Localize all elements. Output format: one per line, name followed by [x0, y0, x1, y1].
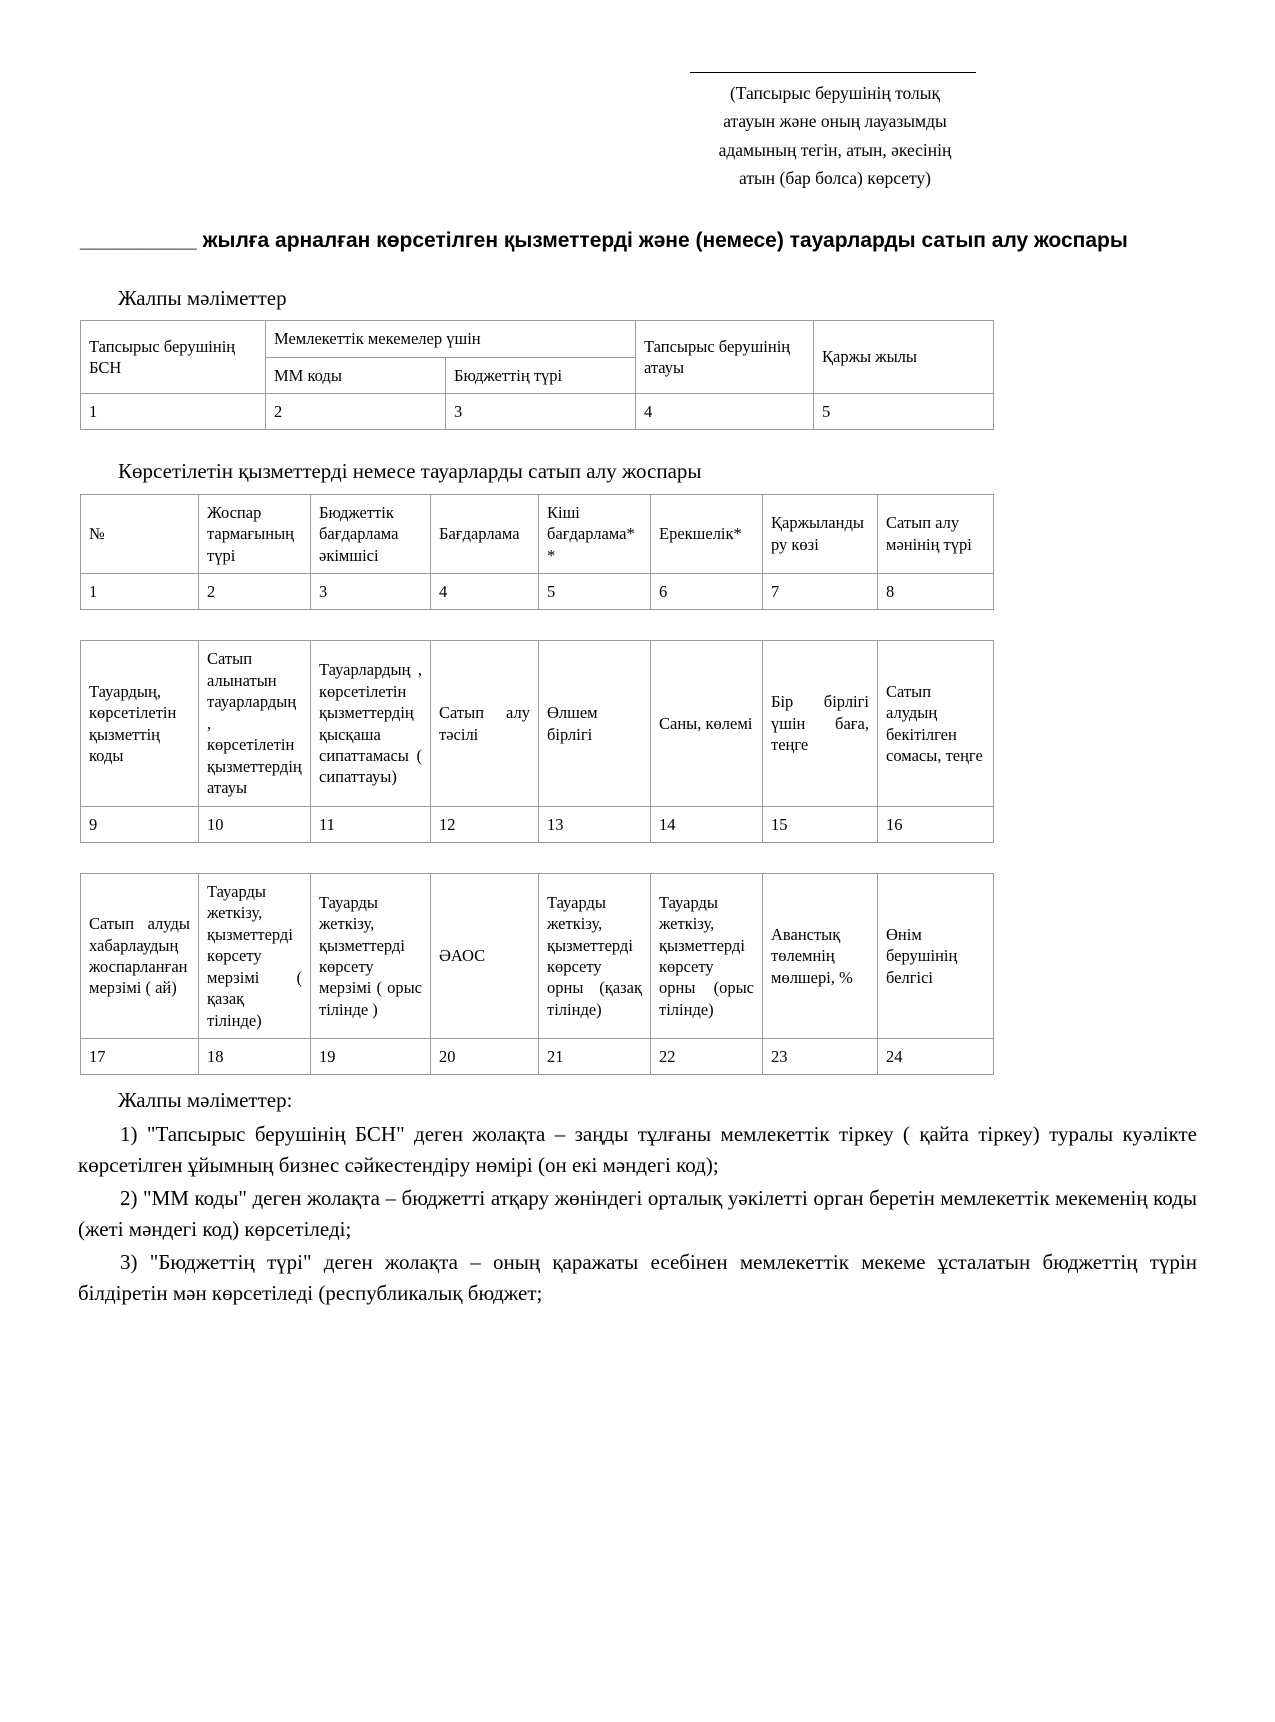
cell-header-for-state-institutions: Мемлекеттік мекемелер үшін: [266, 321, 636, 357]
cell-num-5: 5: [539, 574, 651, 610]
cell-num-2: 2: [199, 574, 311, 610]
cell-num-13: 13: [539, 806, 651, 842]
cell-header-supplier-mark: Өнім берушінің белгісі: [878, 873, 994, 1038]
header-caption-block: [690, 72, 980, 192]
cell-header-announcement-planned-period: Сатып алуды хабарлаудың жоспарланған мерзімі ( ай): [81, 873, 199, 1038]
cell-num-7: 7: [763, 574, 878, 610]
cell-header-customer-name: Тапсырыс берушінің атауы: [636, 321, 814, 394]
cell-num-11: 11: [311, 806, 431, 842]
cell-num-4: 4: [431, 574, 539, 610]
cell-num-15: 15: [763, 806, 878, 842]
cell-num-22: 22: [651, 1039, 763, 1075]
cell-num-1: 1: [81, 393, 266, 429]
cell-num-20: 20: [431, 1039, 539, 1075]
table-spacer: [0, 610, 1275, 640]
table-row: [81, 321, 994, 357]
cell-header-funding-source: Қаржыландыру көзі: [763, 494, 878, 573]
cell-header-kato: ӘАОС: [431, 873, 539, 1038]
cell-header-budget-type: Бюджеттің түрі: [446, 357, 636, 393]
notes-caption: Жалпы мәліметтер:: [118, 1088, 293, 1113]
cell-num-12: 12: [431, 806, 539, 842]
cell-header-delivery-term-ru: Тауарды жеткізу, қызметтерді көрсету мерзімі ( орыс тілінде ): [311, 873, 431, 1038]
cell-header-goods-service-code: Тауардың, көрсетілетін қызметтің коды: [81, 641, 199, 806]
cell-num-3: 3: [311, 574, 431, 610]
cell-header-advance-payment: Аванстық төлемнің мөлшері, %: [763, 873, 878, 1038]
cell-header-approved-amount: Сатып алудың бекітілген сомасы, теңге: [878, 641, 994, 806]
cell-header-delivery-term-kk: Тауарды жеткізу, қызметтерді көрсету мерзімі ( қазақ тілінде): [199, 873, 311, 1038]
table-row-headers: [81, 641, 994, 806]
cell-num-19: 19: [311, 1039, 431, 1075]
cell-header-bin: Тапсырыс берушінің БСН: [81, 321, 266, 394]
table-row-headers: [81, 873, 994, 1038]
cell-num-6: 6: [651, 574, 763, 610]
cell-header-unit-price: Бір бірлігі үшін баға, теңге: [763, 641, 878, 806]
cell-num-8: 8: [878, 574, 994, 610]
page-title: __________ жылға арналған көрсетілген қызметтерді және (немесе) тауарларды сатып алу жоспары: [80, 229, 1128, 253]
header-caption-line-3: адамының тегін, атын, әкесінің: [718, 139, 952, 160]
cell-num-18: 18: [199, 1039, 311, 1075]
cell-num-4: 4: [636, 393, 814, 429]
table-row-numbering: [81, 574, 994, 610]
cell-header-goods-service-name: Сатып алынатын тауарлардың , көрсетілетін қызметтердің атауы: [199, 641, 311, 806]
cell-header-mm-code: ММ коды: [266, 357, 446, 393]
cell-num-5: 5: [814, 393, 994, 429]
table-row-numbering: [81, 393, 994, 429]
cell-header-quantity-volume: Саны, көлемі: [651, 641, 763, 806]
table-spacer: [0, 843, 1275, 873]
table-plan-part-1: [80, 494, 994, 611]
header-caption-line-1: (Тапсырыс берушінің толық: [729, 83, 941, 103]
table-plan-part-3: [80, 873, 994, 1076]
note-item-3: 3) "Бюджеттің түрі" деген жолақта – оның қаражаты есебінен мемлекеттік мекеме ұсталатын бюджеттің түрін білдіретін мән көрсетіледі (республикалық бюджет;: [78, 1249, 1197, 1306]
table-row-numbering: [81, 806, 994, 842]
cell-header-subprogram: Кіші бағдарлама**: [539, 494, 651, 573]
header-caption-line-2: атауын және оның лауазымды: [723, 111, 947, 132]
cell-header-unit-of-measure: Өлшем бірлігі: [539, 641, 651, 806]
cell-header-short-description: Тауарлардың , көрсетілетін қызметтердің қысқаша сипаттамасы ( сипаттауы): [311, 641, 431, 806]
cell-header-financial-year: Қаржы жылы: [814, 321, 994, 394]
cell-header-number: №: [81, 494, 199, 573]
table-plan-part-2: [80, 640, 994, 843]
document-page: [0, 72, 1275, 1722]
cell-header-specificity: Ерекшелік*: [651, 494, 763, 573]
header-caption-line-4: атын (бар болса) көрсету): [739, 168, 931, 189]
table-row-numbering: [81, 1039, 994, 1075]
notes-block: [78, 1085, 1197, 1310]
cell-num-1: 1: [81, 574, 199, 610]
section-caption-general: Жалпы мәліметтер: [118, 285, 287, 310]
cell-num-23: 23: [763, 1039, 878, 1075]
cell-header-delivery-place-kk: Тауарды жеткізу, қызметтерді көрсету орны (қазақ тілінде): [539, 873, 651, 1038]
cell-num-21: 21: [539, 1039, 651, 1075]
cell-num-14: 14: [651, 806, 763, 842]
cell-header-budget-program-admin: Бюджеттік бағдарлама әкімшісі: [311, 494, 431, 573]
cell-header-delivery-place-ru: Тауарды жеткізу, қызметтерді көрсету орны (орыс тілінде): [651, 873, 763, 1038]
cell-header-procurement-subject-type: Сатып алу мәнінің түрі: [878, 494, 994, 573]
cell-num-2: 2: [266, 393, 446, 429]
cell-header-plan-item-type: Жоспар тармағының түрі: [199, 494, 311, 573]
note-item-1: 1) "Тапсырыс берушінің БСН" деген жолақта – заңды тұлғаны мемлекеттік тіркеу ( қайта тіркеу) туралы куәлікте көрсетілген ұйымның бизнес сәйкестендіру нөмірі (он екі мәндегі код);: [78, 1121, 1197, 1178]
cell-num-16: 16: [878, 806, 994, 842]
cell-num-17: 17: [81, 1039, 199, 1075]
table-row-headers: [81, 494, 994, 573]
cell-num-24: 24: [878, 1039, 994, 1075]
cell-header-procurement-method: Сатып алу тәсілі: [431, 641, 539, 806]
signature-rule: [690, 72, 976, 73]
note-item-2: 2) "ММ коды" деген жолақта – бюджетті атқару жөніндегі орталық уәкілетті орган беретін мемлекеттік мекеменің коды (жеті мәндегі код) көрсетіледі;: [78, 1185, 1197, 1242]
cell-num-10: 10: [199, 806, 311, 842]
section-caption-plan: Көрсетілетін қызметтерді немесе тауарларды сатып алу жоспары: [118, 459, 702, 484]
table-general-info: [80, 320, 994, 430]
cell-header-program: Бағдарлама: [431, 494, 539, 573]
cell-num-3: 3: [446, 393, 636, 429]
cell-num-9: 9: [81, 806, 199, 842]
